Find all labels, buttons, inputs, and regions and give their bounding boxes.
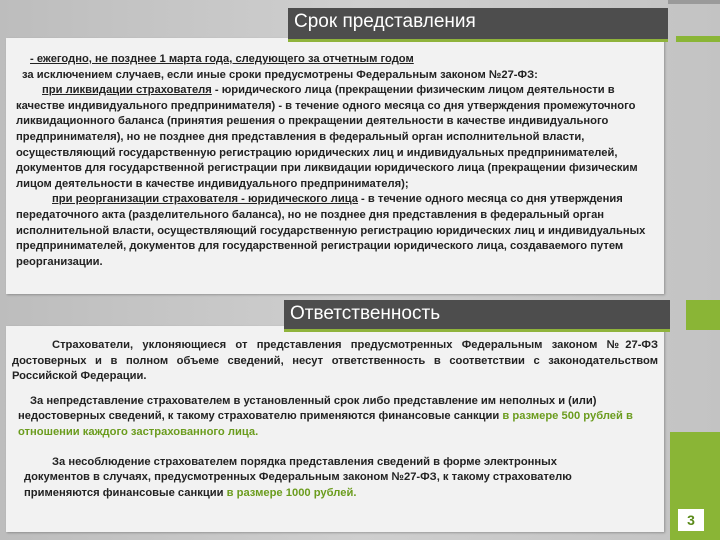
- accent-stripe-top: [668, 0, 720, 4]
- deadline-rule: - ежегодно, не позднее 1 марта года, следующего за отчетным годом: [30, 53, 414, 65]
- electronic-format-paragraph: [12, 455, 658, 502]
- responsibility-heading: Ответственность: [284, 300, 670, 332]
- accent-stripe-1: [676, 36, 720, 42]
- deadline-heading: Срок представления: [288, 8, 668, 42]
- evasion-paragraph: Страхователи, уклоняющиеся от представления предусмотренных Федеральным законом №27-ФЗ достоверных и в полном объеме сведений, несут ответственность в соответствии с законодательством Российской Федерации.: [12, 339, 658, 383]
- liquidation-lead: при ликвидации страхователя: [42, 84, 212, 97]
- liquidation-body: - юридического лица (прекращении физическим лицом деятельности в качестве индивидуального предпринимателя) - в течение одного месяца со дня утверждения промежуточного ликвидационного баланса (принятия решения о прекращении деятельности в качестве индивидуального предпринимателя), но не позднее дня представления в федеральный орган исполнительной власти, осуществляющий государственную регистрацию юридических лиц и индивидуальных предпринимателей, документов для государственной регистрации при ликвидации юридического лица (прекращении физическим лицом деятельности в качестве индивидуального предпринимателя);: [16, 84, 638, 190]
- accent-stripe-2: [686, 300, 720, 330]
- non-submission-body: За непредставление страхователем в установленный срок либо представление им неполных и (или) недостоверных сведений, к такому страхователю применяются финансовые санкции: [18, 394, 597, 423]
- reorganization-paragraph: [16, 192, 660, 270]
- non-submission-paragraph: [12, 394, 658, 441]
- fine-1000: в размере 1000 рублей.: [226, 486, 357, 499]
- fine-500: в размере 500 рублей в отношении каждого застрахованного лица.: [18, 410, 633, 438]
- page-number: 3: [676, 507, 706, 533]
- electronic-format-body: За несоблюдение страхователем порядка представления сведений в форме электронных документов в случаях, предусмотренных Федеральным законом №27-ФЗ, к такому страхователю применяются финансовые санкции: [24, 455, 572, 499]
- deadline-exception: за исключением случаев, если иные сроки предусмотрены Федеральным законом №27-ФЗ:: [22, 68, 538, 81]
- reorganization-body: - в течение одного месяца со дня утверждения передаточного акта (разделительного баланса), но не позднее дня представления в федеральный орган исполнительной власти, осуществляющий государственную регистрацию юридических лиц и индивидуальных предпринимателей, документов для государственной регистрации юридического лица, создаваемого путем реорганизации.: [16, 193, 646, 268]
- liquidation-paragraph: [16, 83, 660, 192]
- responsibility-text: [12, 338, 658, 501]
- deadline-text: [16, 52, 660, 270]
- reorganization-lead: при реорганизации страхователя - юридического лица: [52, 193, 358, 206]
